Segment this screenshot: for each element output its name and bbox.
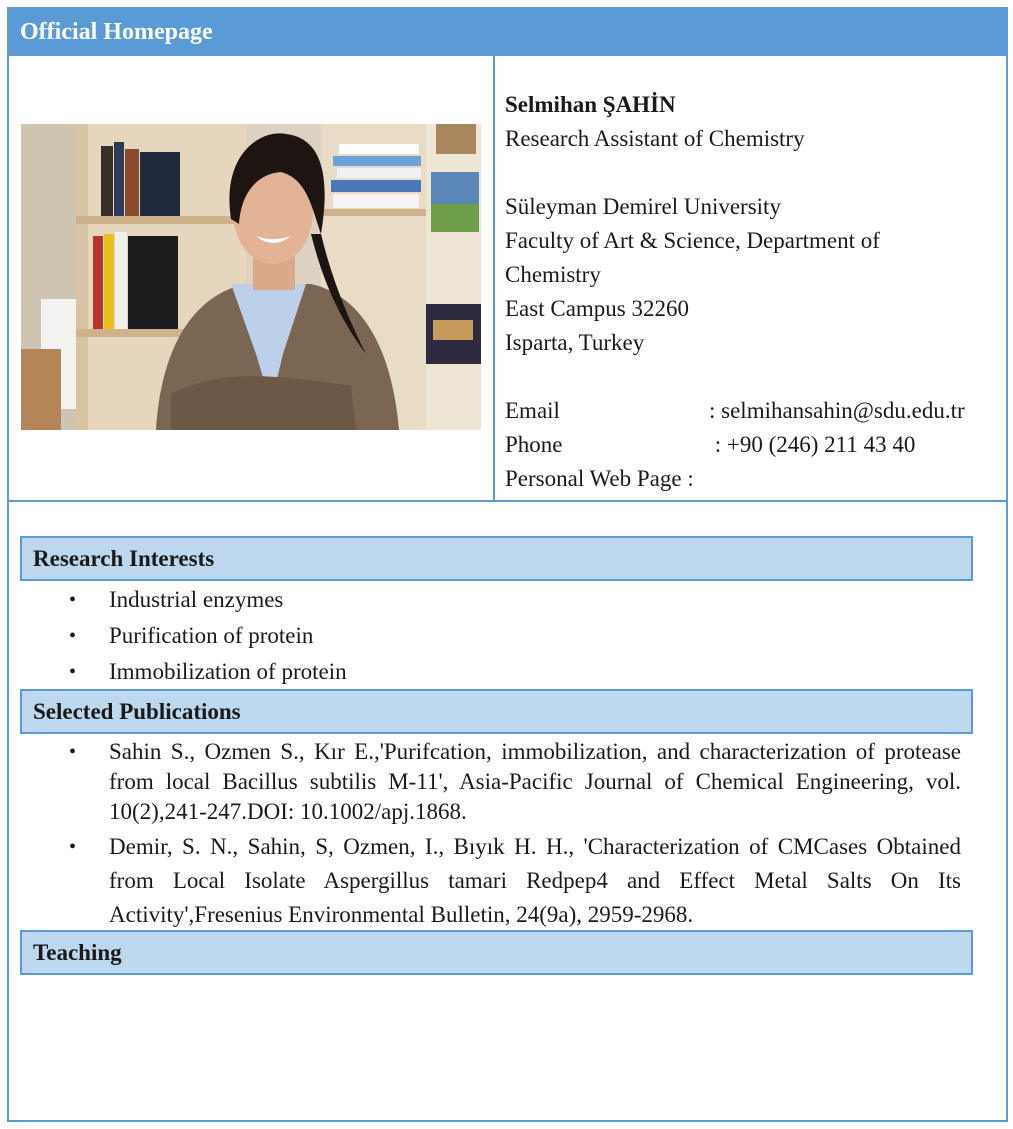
bullet-icon: • bbox=[69, 661, 77, 683]
teaching-heading: Teaching bbox=[20, 930, 973, 975]
email-label: Email bbox=[505, 398, 560, 423]
address-line-city: Isparta, Turkey bbox=[505, 330, 645, 355]
phone-label: Phone bbox=[505, 432, 563, 457]
address-line-department: Chemistry bbox=[505, 262, 601, 287]
research-interests-heading: Research Interests bbox=[20, 536, 973, 581]
list-item: • Purification of protein bbox=[69, 618, 961, 654]
contact-info bbox=[505, 88, 1001, 496]
bullet-icon: • bbox=[69, 625, 77, 647]
address-line-campus: East Campus 32260 bbox=[505, 296, 689, 321]
address-line-university: Süleyman Demirel University bbox=[505, 194, 781, 219]
bullet-icon: • bbox=[69, 741, 77, 763]
research-interests-list bbox=[69, 582, 961, 690]
person-name: Selmihan ŞAHİN bbox=[505, 92, 676, 117]
page-title: Official Homepage bbox=[9, 9, 1006, 56]
profile-photo-illustration bbox=[21, 124, 481, 430]
selected-publications-heading: Selected Publications bbox=[20, 689, 973, 734]
email-link[interactable]: : selmihansahin@sdu.edu.tr bbox=[709, 398, 965, 423]
column-divider bbox=[493, 56, 495, 500]
person-position: Research Assistant of Chemistry bbox=[505, 126, 805, 151]
phone-value: : +90 (246) 211 43 40 bbox=[709, 432, 916, 457]
spacer bbox=[505, 360, 1001, 394]
publications-list bbox=[69, 737, 961, 935]
address-line-faculty: Faculty of Art & Science, Department of bbox=[505, 228, 880, 253]
publication-item: • Sahin S., Ozmen S., Kır E.,'Purifcation, immobilization, and characterization of protease from local Bacillus subtilis M-11', Asia-Pacific Journal of Chemical Engineering, vol. 10(2),241-247.DOI: 10.1002/apj.1868. bbox=[69, 739, 961, 824]
publication-item: • Demir, S. N., Sahin, S, Ozmen, I., Bıyık H. H., 'Characterization of CMCases Obtained from Local Isolate Aspergillus tamari Redpep4 and Effect Metal Salts On Its Activity',Fresenius Environmental Bulletin, 24(9a), 2959-2968. bbox=[69, 830, 961, 932]
spacer bbox=[505, 156, 1001, 190]
homepage-frame bbox=[7, 7, 1008, 1122]
bullet-icon: • bbox=[69, 836, 77, 858]
web-row bbox=[505, 462, 1001, 496]
list-item: • Immobilization of protein bbox=[69, 654, 961, 690]
profile-table bbox=[9, 56, 1006, 502]
phone-row bbox=[505, 428, 1001, 462]
web-label: Personal Web Page : bbox=[505, 466, 694, 491]
bullet-icon: • bbox=[69, 589, 77, 611]
email-row bbox=[505, 394, 1001, 428]
profile-photo bbox=[21, 124, 481, 430]
list-item: • Industrial enzymes bbox=[69, 582, 961, 618]
